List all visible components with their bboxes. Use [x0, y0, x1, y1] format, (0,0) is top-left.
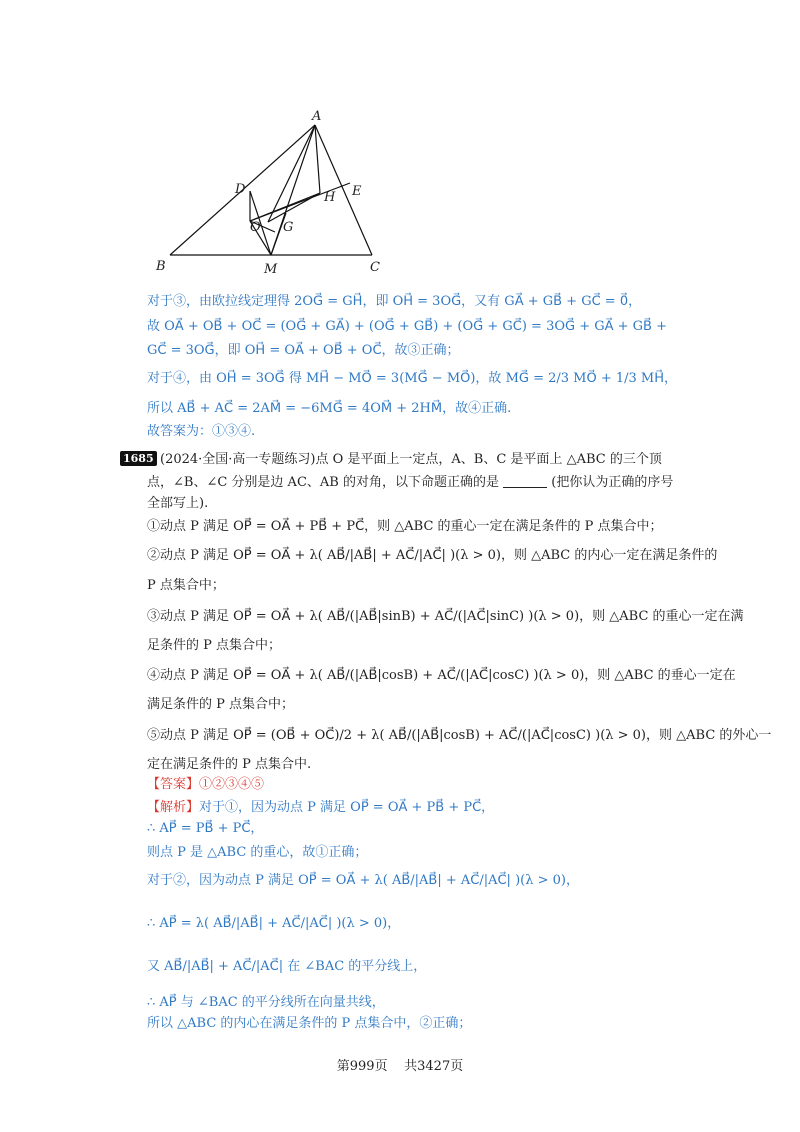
- analysis-line-5: ∴ AP⃗ = λ( AB⃗/|AB⃗| + AC⃗/|AC⃗| )(λ > 0)，: [147, 916, 401, 931]
- problem-line-2: [147, 474, 673, 492]
- answer-label: 【答案】: [147, 777, 200, 792]
- label-G: G: [283, 220, 294, 235]
- prev-line-4: 对于④，由 OH⃗ = 3OG⃗ 得 MH⃗ − MO⃗ = 3(MG⃗ − MO⃗)，故 MG⃗ = 2/3 MO⃗ + 1/3 MH⃗，: [147, 371, 678, 386]
- item-2: ②动点 P 满足 OP⃗ = OA⃗ + λ( AB⃗/|AB⃗| + AC⃗/|AC⃗| )(λ > 0)，则 △ABC 的内心一定在满足条件的: [147, 548, 718, 563]
- analysis-line-3: 则点 P 是 △ABC 的重心，故①正确；: [147, 845, 368, 860]
- label-C: C: [370, 260, 380, 275]
- answer-line: [147, 776, 264, 794]
- prev-line-1: 对于③，由欧拉线定理得 2OG⃗ = GH⃗，即 OH⃗ = 3OG⃗，又有 GA⃗ + GB⃗ + GC⃗ = 0⃗，: [147, 294, 642, 309]
- analysis-line-7: ∴ AP⃗ 与 ∠BAC 的平分线所在向量共线，: [147, 995, 385, 1010]
- problem-line-1: (2024·全国·高一专题练习)点 O 是平面上一定点，A、B、C 是平面上 △ABC 的三个顶: [160, 452, 662, 467]
- item-5-cont: 定在满足条件的 P 点集合中.: [147, 757, 312, 772]
- answer-blank: [503, 475, 547, 488]
- prev-line-5: 所以 AB⃗ + AC⃗ = 2AM⃗ = −6MG⃗ = 4OM⃗ + 2HM⃗，故④正确.: [147, 401, 512, 416]
- page-total: 共3427页: [404, 1059, 464, 1074]
- analysis-line-2: ∴ AP⃗ = PB⃗ + PC⃗，: [147, 821, 264, 836]
- analysis-line-8: 所以 △ABC 的内心在满足条件的 P 点集合中，②正确；: [147, 1016, 472, 1031]
- analysis-line-6: 又 AB⃗/|AB⃗| + AC⃗/|AC⃗| 在 ∠BAC 的平分线上，: [147, 959, 427, 974]
- label-O: O: [250, 220, 261, 235]
- label-M: M: [264, 262, 278, 277]
- item-2-cont: P 点集合中；: [147, 578, 225, 593]
- triangle-figure: [140, 105, 420, 280]
- label-H: H: [324, 190, 336, 205]
- item-4-cont: 满足条件的 P 点集合中；: [147, 697, 295, 712]
- page-footer: [0, 1055, 800, 1074]
- item-1: ①动点 P 满足 OP⃗ = OA⃗ + PB⃗ + PC⃗，则 △ABC 的重心一定在满足条件的 P 点集合中；: [147, 519, 663, 534]
- label-B: B: [156, 259, 166, 274]
- item-3: ③动点 P 满足 OP⃗ = OA⃗ + λ( AB⃗/(|AB⃗|sinB) + AC⃗/(|AC⃗|sinC) )(λ > 0)，则 △ABC 的重心一定在满: [147, 609, 744, 624]
- problem-line-3: 全部写上).: [147, 496, 209, 511]
- analysis-text-1: 对于①，因为动点 P 满足 OP⃗ = OA⃗ + PB⃗ + PC⃗，: [199, 800, 495, 815]
- problem-number: 1685: [120, 451, 157, 466]
- problem-line-2a: 点，∠B、∠C 分别是边 AC、AB 的对角，以下命题正确的是: [147, 475, 499, 490]
- triangle-diagram: [140, 105, 420, 280]
- item-4: ④动点 P 满足 OP⃗ = OA⃗ + λ( AB⃗/(|AB⃗|cosB) + AC⃗/(|AC⃗|cosC) )(λ > 0)，则 △ABC 的垂心一定在: [147, 668, 736, 683]
- analysis-line-1: [147, 799, 494, 817]
- analysis-label: 【解析】: [147, 800, 200, 815]
- item-3-cont: 足条件的 P 点集合中；: [147, 638, 282, 653]
- label-D: D: [235, 182, 246, 197]
- prev-line-3: GC⃗ = 3OG⃗，即 OH⃗ = OA⃗ + OB⃗ + OC⃗，故③正确；: [147, 343, 460, 358]
- page-number: 第999页: [336, 1059, 388, 1074]
- item-5: ⑤动点 P 满足 OP⃗ = (OB⃗ + OC⃗)/2 + λ( AB⃗/(|AB⃗|cosB) + AC⃗/(|AC⃗|cosC) )(λ > 0)，则 △ABC 的外心一: [147, 728, 772, 743]
- label-A: A: [312, 109, 322, 124]
- answer-value: ①②③④⑤: [199, 777, 265, 792]
- analysis-line-4: 对于②，因为动点 P 满足 OP⃗ = OA⃗ + λ( AB⃗/|AB⃗| + AC⃗/|AC⃗| )(λ > 0)，: [147, 873, 579, 888]
- problem-line-2b: (把你认为正确的序号: [551, 475, 674, 490]
- prev-line-6: 故答案为：①③④.: [147, 424, 256, 439]
- label-E: E: [352, 184, 362, 199]
- prev-line-2: 故 OA⃗ + OB⃗ + OC⃗ = (OG⃗ + GA⃗) + (OG⃗ + GB⃗) + (OG⃗ + GC⃗) = 3OG⃗ + GA⃗ + GB⃗ +: [147, 319, 667, 334]
